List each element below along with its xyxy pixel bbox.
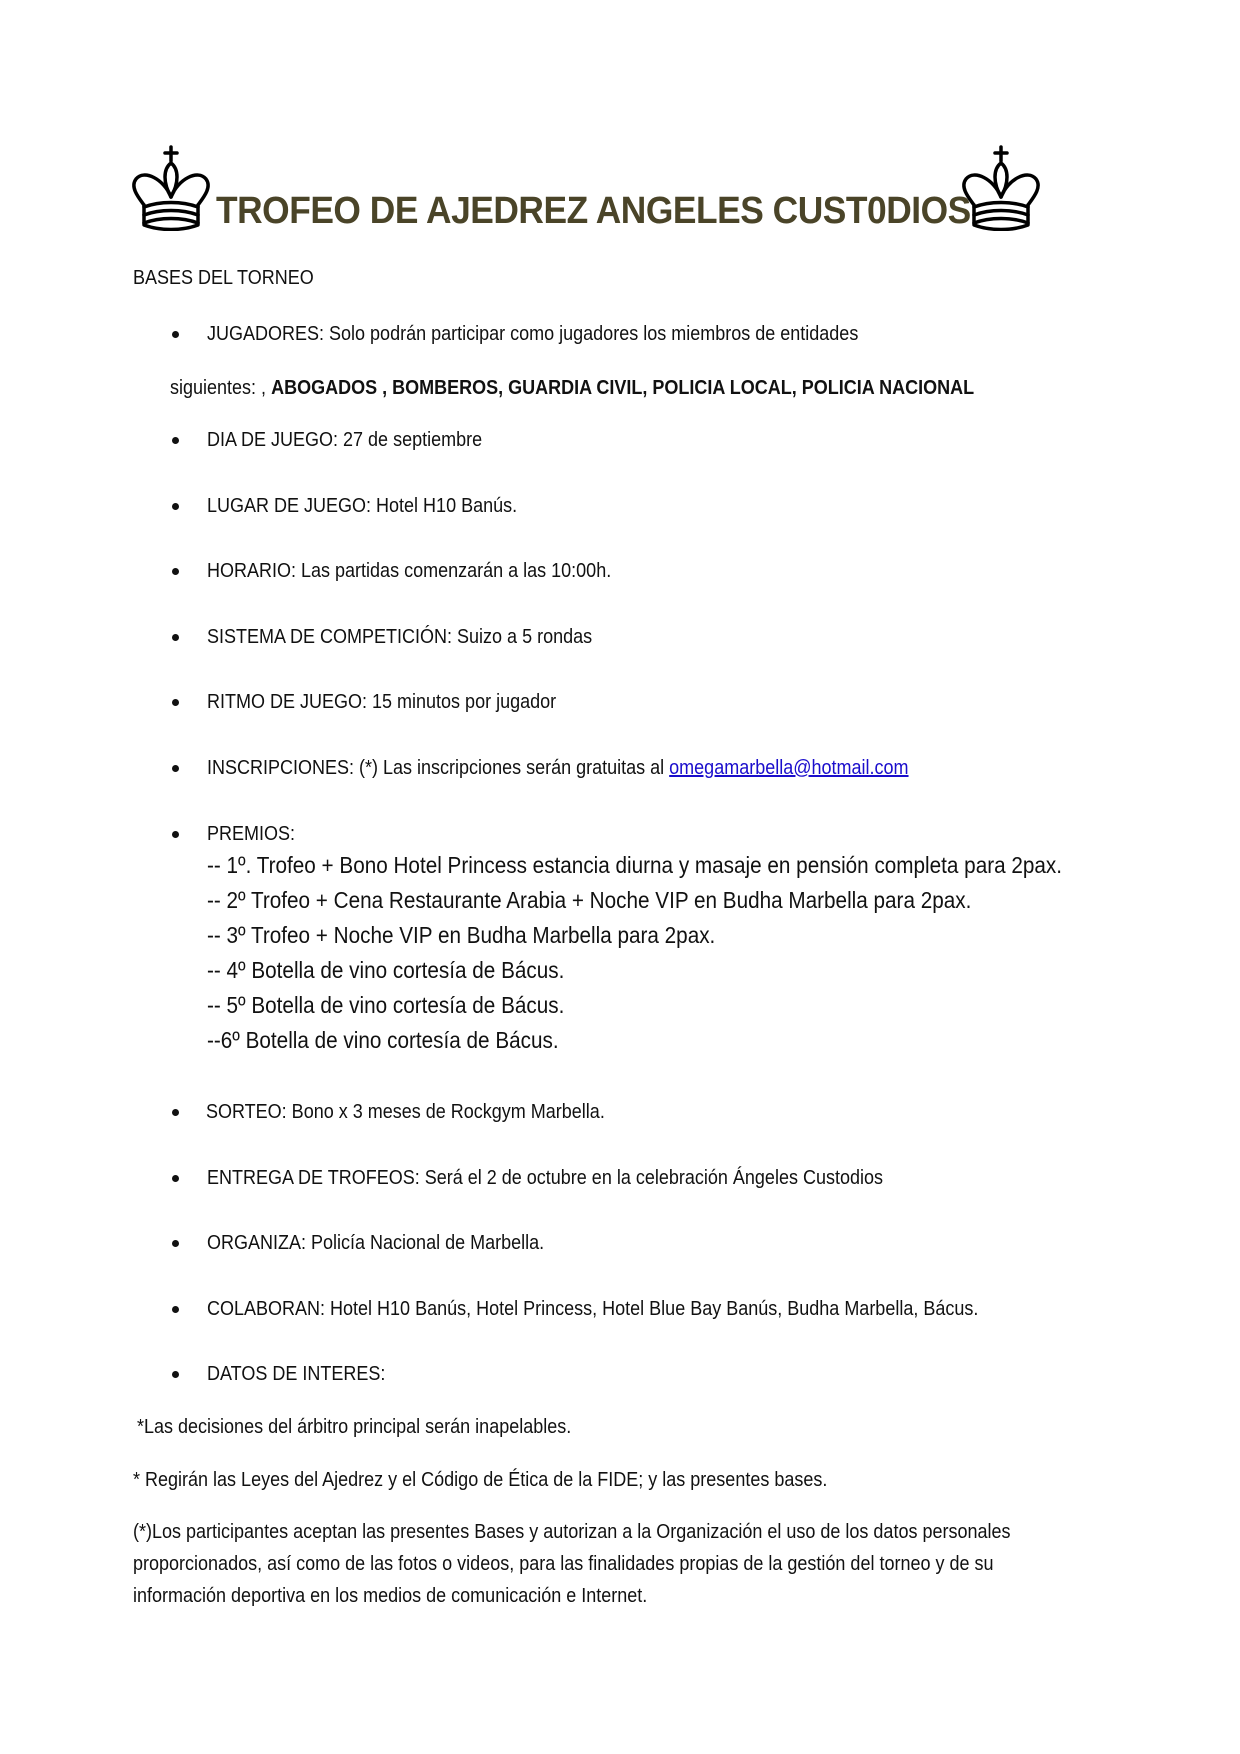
- item-jugadores-continuation: [170, 376, 974, 400]
- note-leyes-fide: * Regirán las Leyes del Ajedrez y el Código de Ética de la FIDE; y las presentes bases.: [133, 1469, 828, 1491]
- prize-4: -- 4º Botella de vino cortesía de Bácus.: [207, 957, 565, 983]
- item-entrega-trofeos: ENTREGA DE TROFEOS: Será el 2 de octubre en la celebración Ángeles Custodios: [207, 1167, 883, 1189]
- chess-king-crown-icon: [130, 145, 212, 231]
- bullet-icon: [172, 1109, 179, 1116]
- item-ritmo-de-juego: RITMO DE JUEGO: 15 minutos por jugador: [207, 691, 557, 713]
- chess-king-crown-icon: [960, 145, 1042, 231]
- item-premios: PREMIOS:: [207, 823, 296, 845]
- item-sistema-competicion: SISTEMA DE COMPETICIÓN: Suizo a 5 rondas: [207, 626, 593, 648]
- note-privacy-line-3: información deportiva en los medios de comunicación e Internet.: [133, 1585, 648, 1607]
- inscripciones-label: INSCRIPCIONES: (*) Las inscripciones serán gratuitas al: [207, 757, 670, 779]
- bullet-icon: [172, 503, 179, 510]
- item-jugadores: JUGADORES: Solo podrán participar como jugadores los miembros de entidades: [207, 323, 859, 345]
- prize-1: -- 1º. Trofeo + Bono Hotel Princess estancia diurna y masaje en pensión completa para 2pax.: [207, 852, 1063, 878]
- bullet-icon: [172, 634, 179, 641]
- bullet-icon: [172, 568, 179, 575]
- email-link[interactable]: omegamarbella@hotmail.com: [669, 757, 909, 779]
- bullet-icon: [172, 699, 179, 706]
- prize-3: -- 3º Trofeo + Noche VIP en Budha Marbella para 2pax.: [207, 922, 716, 948]
- entities-list: ABOGADOS , BOMBEROS, GUARDIA CIVIL, POLICIA LOCAL, POLICIA NACIONAL: [271, 377, 975, 399]
- item-datos-de-interes: DATOS DE INTERES:: [207, 1363, 386, 1385]
- note-arbitro: *Las decisiones del árbitro principal serán inapelables.: [137, 1416, 572, 1438]
- item-sorteo: SORTEO: Bono x 3 meses de Rockgym Marbella.: [206, 1101, 605, 1123]
- bullet-icon: [172, 1306, 179, 1313]
- page-title: TROFEO DE AJEDREZ ANGELES CUST0DIOS: [216, 190, 971, 232]
- bullet-icon: [172, 831, 179, 838]
- entities-prefix: siguientes: ,: [170, 377, 272, 399]
- item-dia-de-juego: DIA DE JUEGO: 27 de septiembre: [207, 429, 483, 451]
- bullet-icon: [172, 1371, 179, 1378]
- item-inscripciones: [207, 756, 909, 780]
- title-row: [130, 140, 1050, 240]
- prize-5: -- 5º Botella de vino cortesía de Bácus.: [207, 992, 565, 1018]
- note-privacy-line-2: proporcionados, así como de las fotos o videos, para las finalidades propias de la gestión del torneo y de su: [133, 1553, 994, 1575]
- prize-6: --6º Botella de vino cortesía de Bácus.: [207, 1027, 559, 1053]
- bullet-icon: [172, 765, 179, 772]
- item-colaboran: COLABORAN: Hotel H10 Banús, Hotel Princess, Hotel Blue Bay Banús, Budha Marbella, Bácus.: [207, 1298, 979, 1320]
- item-horario: HORARIO: Las partidas comenzarán a las 10:00h.: [207, 560, 612, 582]
- item-organiza: ORGANIZA: Policía Nacional de Marbella.: [207, 1232, 545, 1254]
- bullet-icon: [172, 437, 179, 444]
- bullet-icon: [172, 1175, 179, 1182]
- bullet-icon: [172, 1240, 179, 1247]
- item-lugar-de-juego: LUGAR DE JUEGO: Hotel H10 Banús.: [207, 495, 518, 517]
- note-privacy-line-1: (*)Los participantes aceptan las presentes Bases y autorizan a la Organización el uso de los datos personales: [133, 1521, 1011, 1543]
- bullet-icon: [172, 331, 179, 338]
- section-heading: BASES DEL TORNEO: [133, 267, 314, 289]
- prize-2: -- 2º Trofeo + Cena Restaurante Arabia + Noche VIP en Budha Marbella para 2pax.: [207, 887, 972, 913]
